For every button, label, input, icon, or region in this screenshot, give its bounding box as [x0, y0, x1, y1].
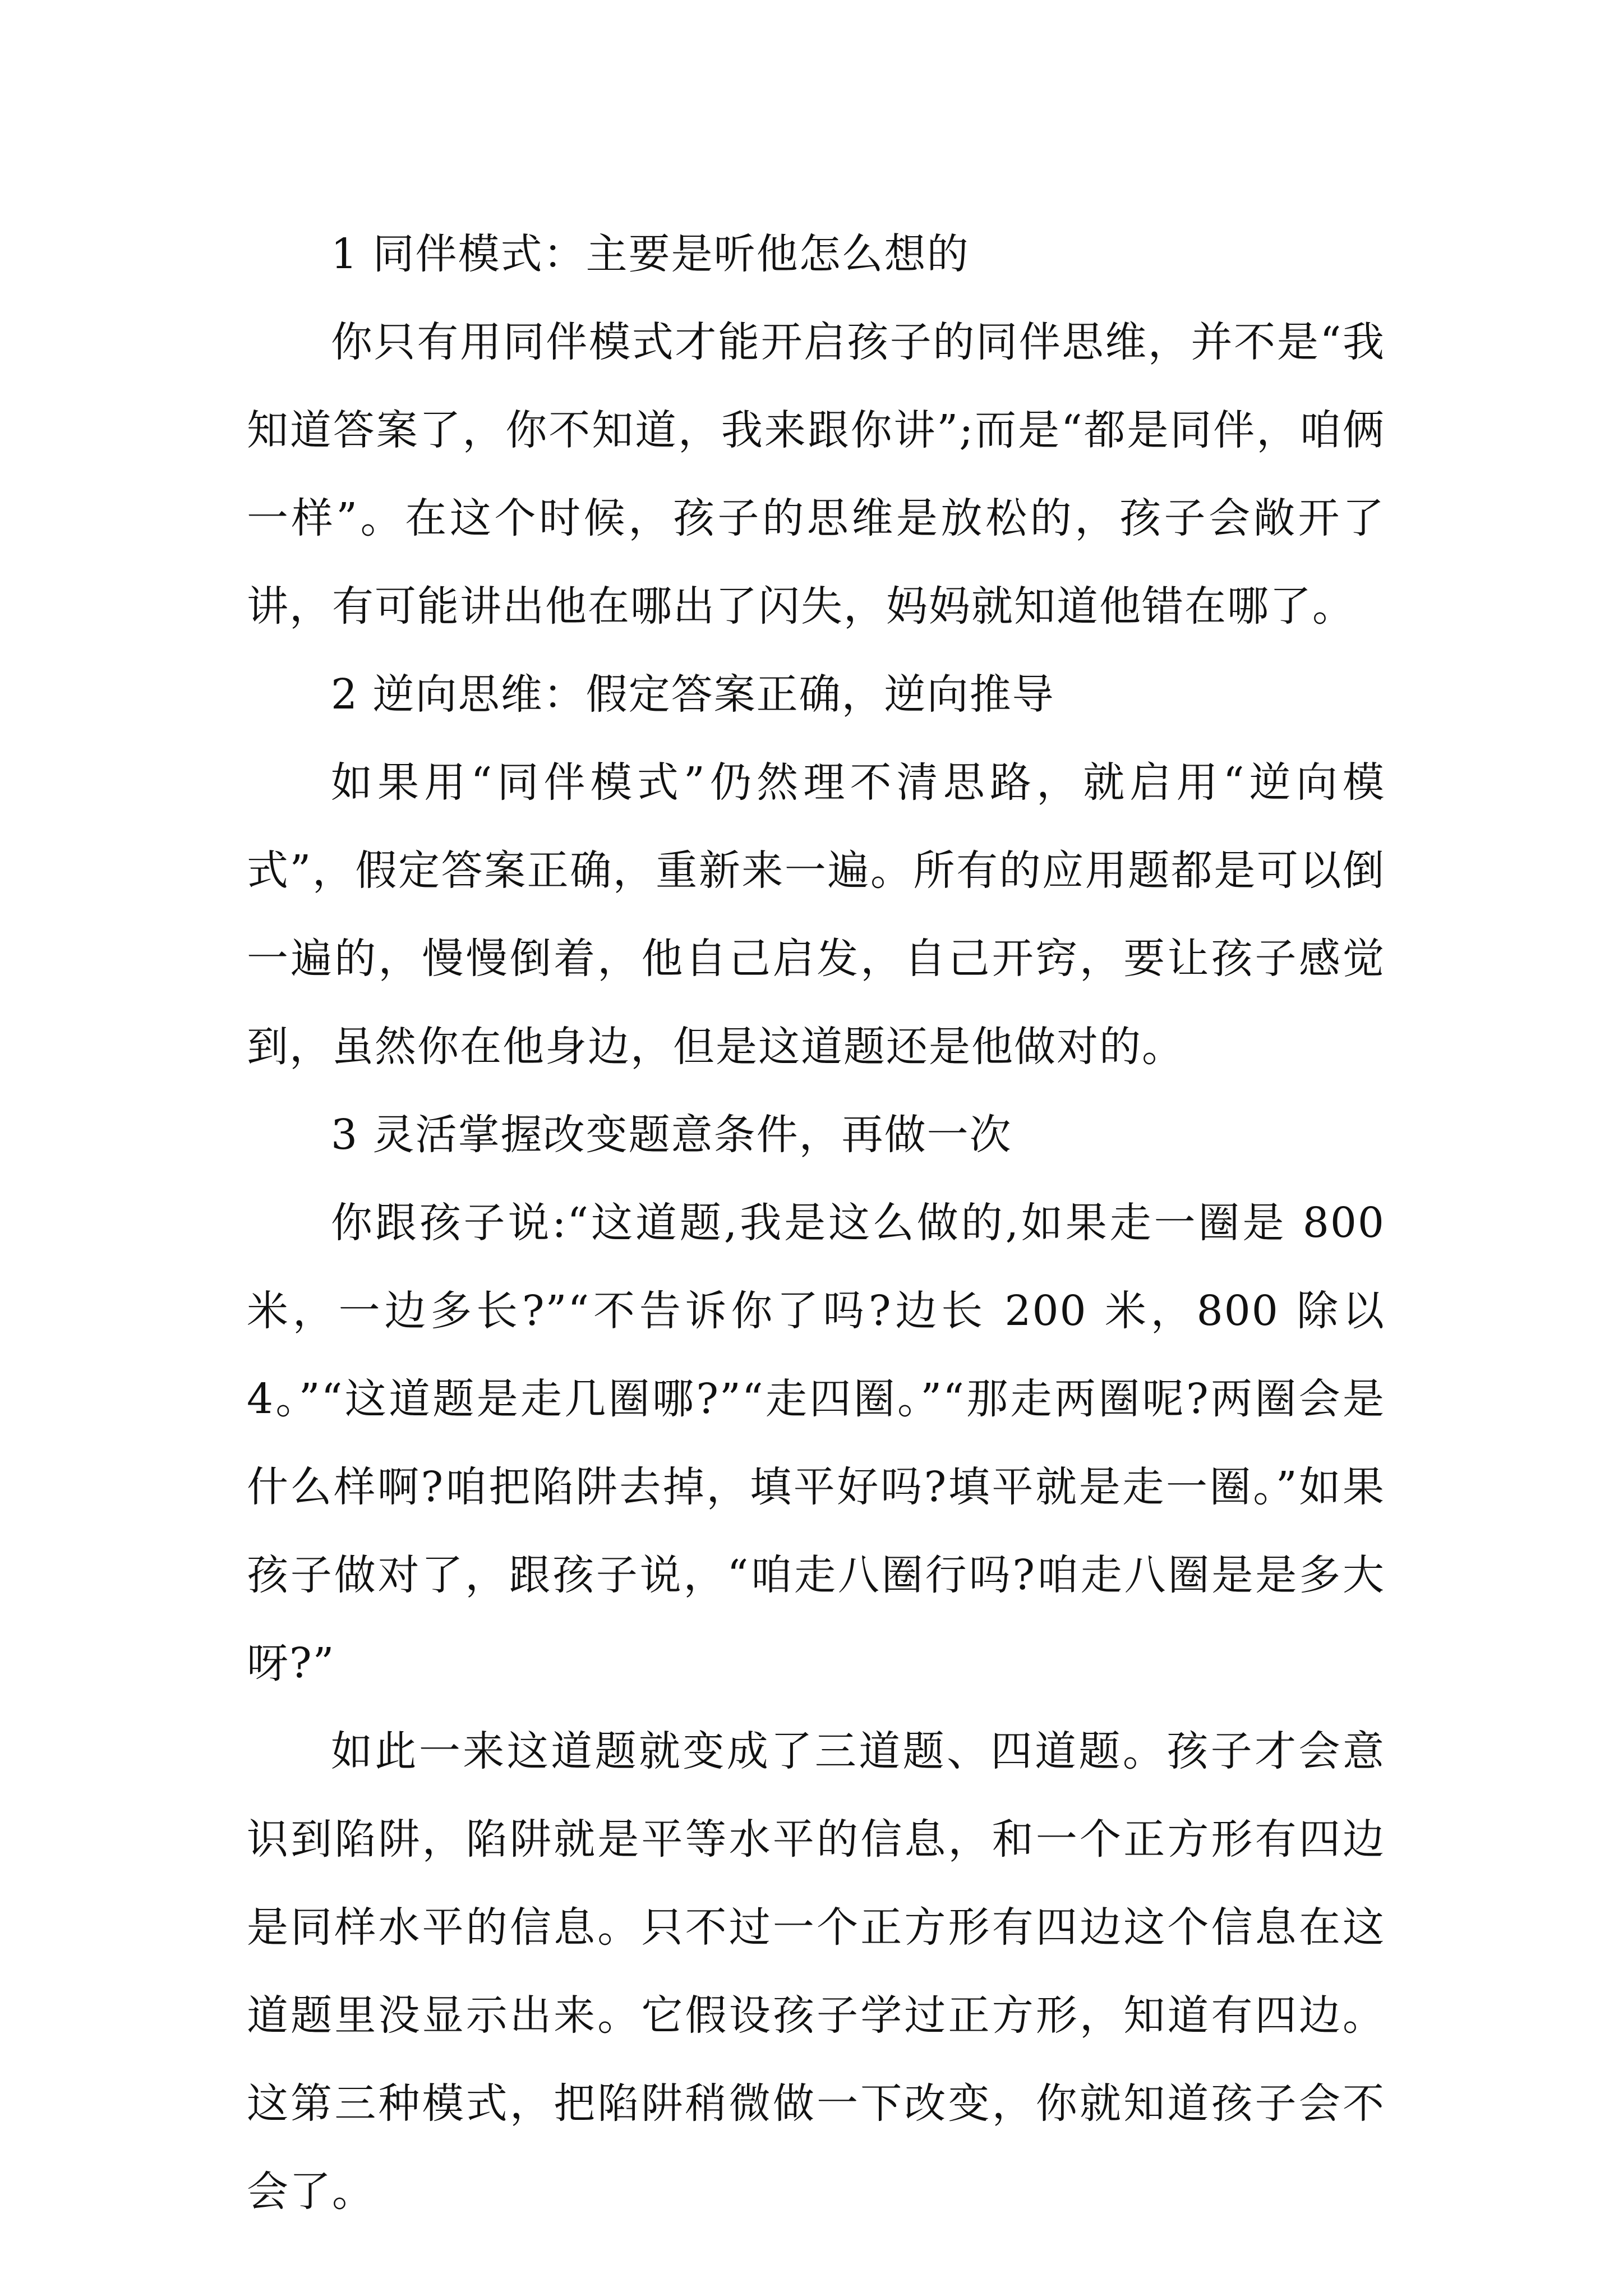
paragraph-conclusion: 如此一来这道题就变成了三道题、四道题。孩子才会意识到陷阱，陷阱就是平等水平的信息，和一个正方形有四边是同样水平的信息。只不过一个正方形有四边这个信息在这道题里没显示出来。它假设孩子学过正方形，知道有四边。这第三种模式，把陷阱稍微做一下改变，你就知道孩子会不会了。 [247, 1727, 1385, 2216]
document-body [247, 210, 1385, 2236]
paragraph-reverse-thinking: 如果用“同伴模式”仍然理不清思路，就启用“逆向模式”，假定答案正确，重新来一遍。所有的应用题都是可以倒一遍的，慢慢倒着，他自己启发，自己开窍，要让孩子感觉到，虽然你在他身边，但是这道题还是他做对的。 [247, 758, 1385, 1071]
paragraph-change-conditions: 你跟孩子说:“这道题,我是这么做的,如果走一圈是 800 米，一边多长?”“不告诉你了吗?边长 200 米，800 除以 4。”“这道题是走几圈哪?”“走四圈。”“那走两圈呢?两圈会是什么样啊?咱把陷阱去掉，填平好吗?填平就是走一圈。”如果孩子做对了，跟孩子说，“咱走八圈行吗?咱走八圈是是多大呀?” [247, 1199, 1385, 1687]
heading-reverse-thinking: 2 逆向思维：假定答案正确，逆向推导 [331, 670, 1055, 719]
heading-peer-mode: 1 同伴模式：主要是听他怎么想的 [331, 230, 970, 278]
heading-change-conditions: 3 灵活掌握改变题意条件，再做一次 [331, 1111, 1012, 1159]
paragraph-peer-mode: 你只有用同伴模式才能开启孩子的同伴思维，并不是“我知道答案了，你不知道，我来跟你讲”;而是“都是同伴，咱俩一样”。在这个时候，孩子的思维是放松的，孩子会敞开了讲，有可能讲出他在哪出了闪失，妈妈就知道他错在哪了。 [247, 318, 1385, 631]
